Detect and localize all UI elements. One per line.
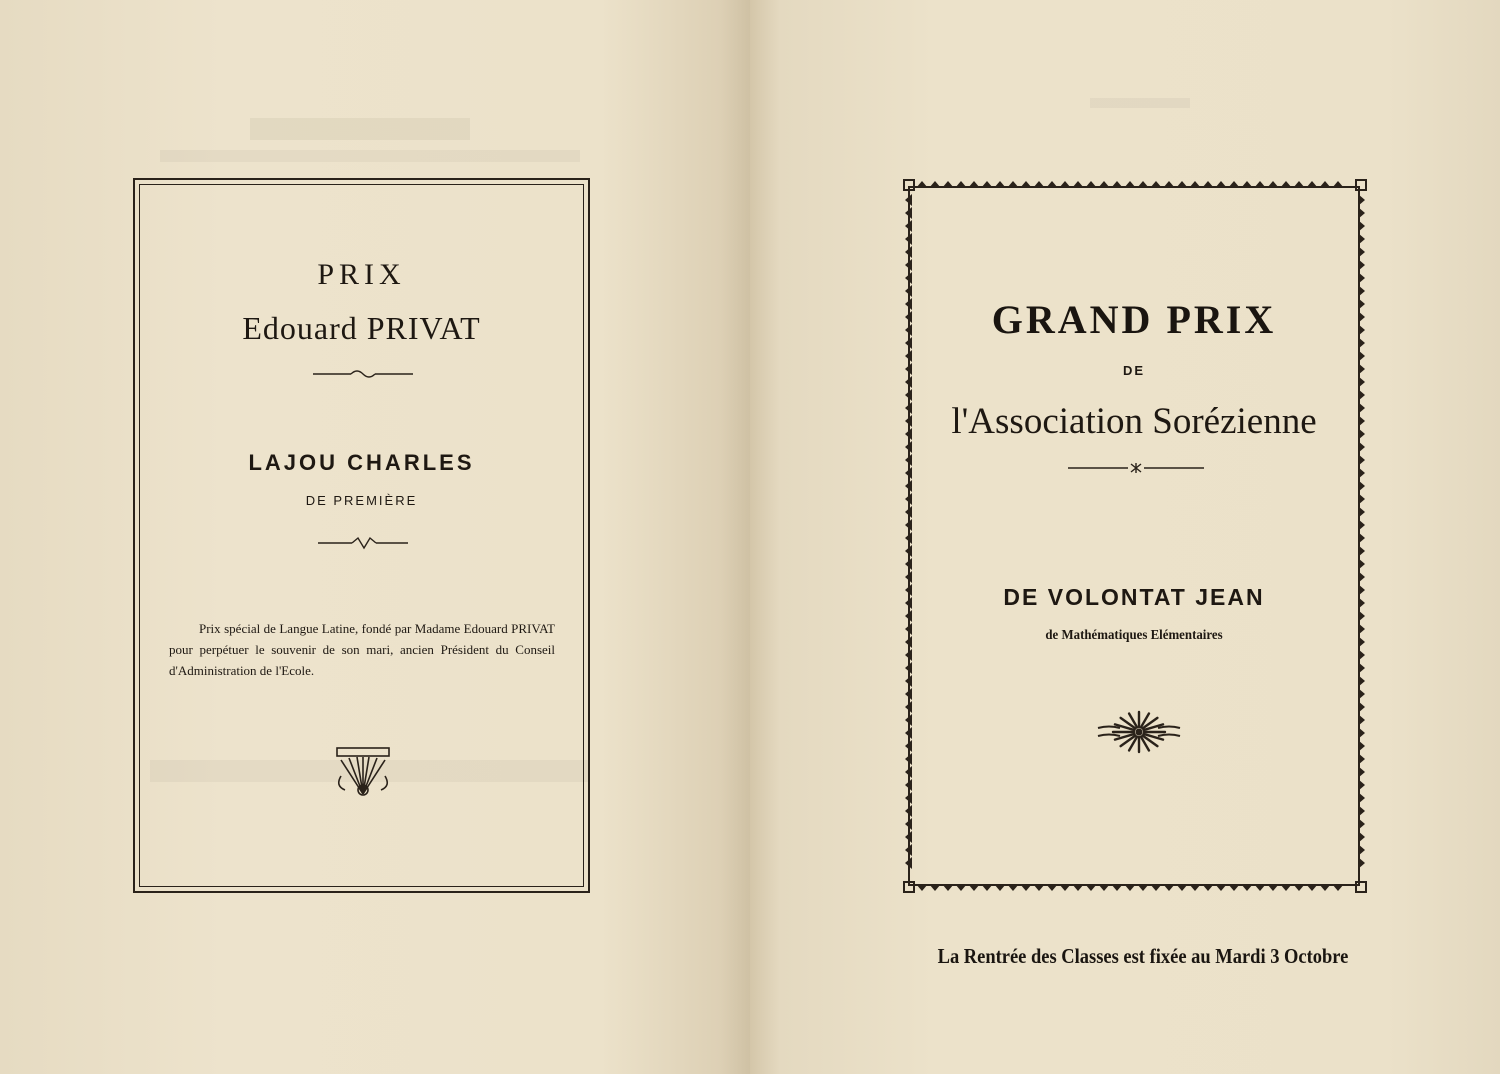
laureate-class: DE PREMIÈRE (305, 493, 418, 508)
rentree-notice: La Rentrée des Classes est fixée au Mardi 3 Octobre (937, 944, 1349, 968)
swirl-ornament-icon (318, 536, 408, 550)
grand-prix-title: GRAND PRIX (991, 297, 1277, 342)
left-prize-frame (133, 178, 590, 893)
swirl-ornament-icon (313, 368, 413, 380)
association-name: l'Association Sorézienne (951, 401, 1317, 442)
rosette-scroll (1098, 727, 1120, 729)
palmette-ornament-icon (333, 746, 393, 800)
grand-prix-de: DE (1122, 363, 1146, 378)
winner-class: de Mathématiques Elémentaires (1045, 628, 1223, 643)
rosette-center (1136, 729, 1143, 736)
winner-name: DE VOLONTAT JEAN (1003, 584, 1265, 610)
prize-description: Prix spécial de Langue Latine, fondé par Madame Edouard PRIVAT pour perpétuer le souvenir de son mari, ancien Président du Conseil d'Administration de l'Ecole. (169, 621, 555, 678)
bleed-through (250, 118, 470, 140)
laureate-name: LAJOU CHARLES (248, 450, 475, 475)
rosette-scroll (1158, 735, 1180, 737)
bleed-through (160, 150, 580, 162)
right-prize-frame (908, 186, 1360, 886)
prize-title: PRIX (317, 258, 406, 291)
rosette-scroll (1098, 735, 1120, 737)
prize-name: Edouard PRIVAT (242, 310, 481, 346)
rosette-scroll (1158, 727, 1180, 729)
star-divider-icon (1068, 462, 1204, 474)
bleed-through (1090, 98, 1190, 108)
rosette-ornament-icon (1094, 708, 1184, 756)
